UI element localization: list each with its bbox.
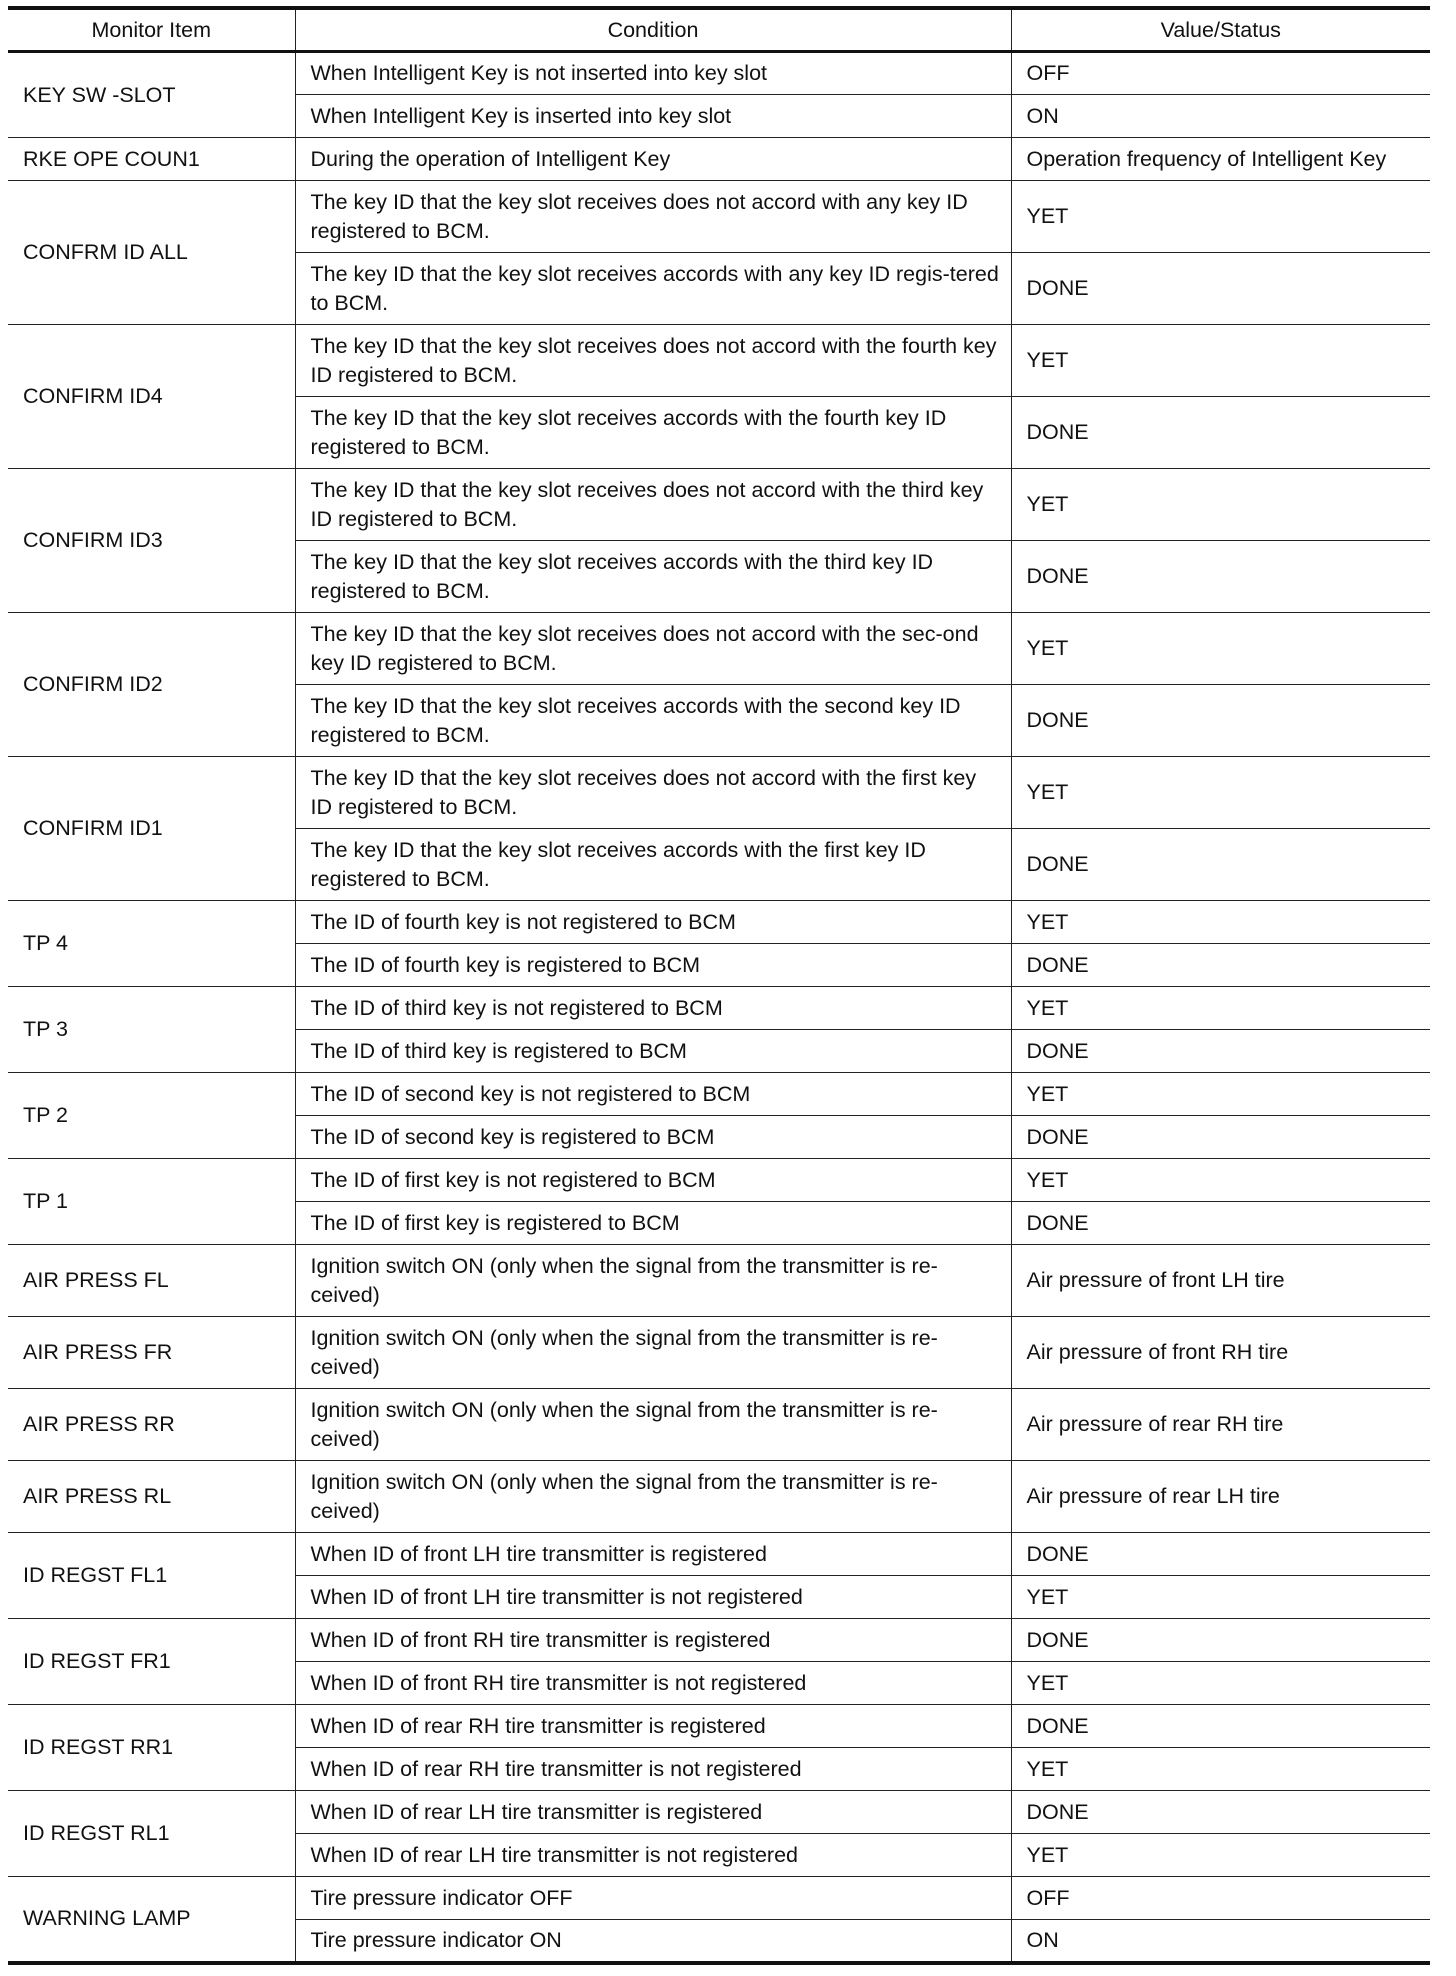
condition-cell: Ignition switch ON (only when the signal from the transmitter is re-ceived)	[295, 1461, 1011, 1533]
monitor-item-table	[8, 6, 1430, 1965]
table-row	[8, 181, 1430, 253]
value-status-cell: Operation frequency of Intelligent Key	[1011, 138, 1430, 181]
table-row	[8, 1461, 1430, 1533]
condition-cell: When ID of rear LH tire transmitter is registered	[295, 1791, 1011, 1834]
value-status-cell: YET	[1011, 325, 1430, 397]
table-row	[8, 1245, 1430, 1317]
value-status-cell: YET	[1011, 901, 1430, 944]
value-status-cell: DONE	[1011, 1116, 1430, 1159]
monitor-item-cell: AIR PRESS RL	[8, 1461, 295, 1533]
condition-cell: When ID of rear LH tire transmitter is not registered	[295, 1834, 1011, 1877]
value-status-cell: DONE	[1011, 1705, 1430, 1748]
value-status-cell: YET	[1011, 1748, 1430, 1791]
condition-cell: The key ID that the key slot receives accords with the second key ID registered to BCM.	[295, 685, 1011, 757]
monitor-item-cell: RKE OPE COUN1	[8, 138, 295, 181]
value-status-cell: DONE	[1011, 685, 1430, 757]
condition-cell: When ID of front LH tire transmitter is registered	[295, 1533, 1011, 1576]
table-row	[8, 1619, 1430, 1662]
condition-cell: When ID of rear RH tire transmitter is not registered	[295, 1748, 1011, 1791]
condition-cell: Tire pressure indicator OFF	[295, 1877, 1011, 1920]
condition-cell: When ID of front RH tire transmitter is registered	[295, 1619, 1011, 1662]
table-row	[8, 1073, 1430, 1116]
condition-cell: The ID of second key is registered to BCM	[295, 1116, 1011, 1159]
condition-cell: The ID of fourth key is not registered to BCM	[295, 901, 1011, 944]
monitor-item-cell: ID REGST FR1	[8, 1619, 295, 1705]
condition-cell: The key ID that the key slot receives accords with the fourth key ID registered to BCM.	[295, 397, 1011, 469]
value-status-cell: OFF	[1011, 52, 1430, 95]
condition-cell: The ID of second key is not registered to BCM	[295, 1073, 1011, 1116]
value-status-cell: Air pressure of rear RH tire	[1011, 1389, 1430, 1461]
table-row	[8, 325, 1430, 397]
value-status-cell: YET	[1011, 469, 1430, 541]
condition-cell: Ignition switch ON (only when the signal from the transmitter is re-ceived)	[295, 1389, 1011, 1461]
value-status-cell: YET	[1011, 613, 1430, 685]
monitor-item-cell: TP 3	[8, 987, 295, 1073]
table-row	[8, 1533, 1430, 1576]
table-row	[8, 901, 1430, 944]
monitor-item-cell: AIR PRESS FR	[8, 1317, 295, 1389]
value-status-cell: YET	[1011, 1834, 1430, 1877]
value-status-cell: YET	[1011, 1073, 1430, 1116]
monitor-item-cell: CONFRM ID ALL	[8, 181, 295, 325]
table-body	[8, 52, 1430, 1963]
monitor-item-cell: CONFIRM ID2	[8, 613, 295, 757]
monitor-item-cell: TP 1	[8, 1159, 295, 1245]
value-status-cell: DONE	[1011, 1619, 1430, 1662]
table-row	[8, 469, 1430, 541]
value-status-cell: DONE	[1011, 541, 1430, 613]
table-row	[8, 52, 1430, 95]
condition-cell: Tire pressure indicator ON	[295, 1920, 1011, 1963]
value-status-cell: ON	[1011, 95, 1430, 138]
monitor-item-cell: TP 4	[8, 901, 295, 987]
value-status-cell: OFF	[1011, 1877, 1430, 1920]
condition-cell: When ID of front RH tire transmitter is not registered	[295, 1662, 1011, 1705]
condition-cell: The key ID that the key slot receives does not accord with the fourth key ID registered to BCM.	[295, 325, 1011, 397]
value-status-cell: YET	[1011, 1662, 1430, 1705]
value-status-cell: YET	[1011, 1159, 1430, 1202]
monitor-item-cell: CONFIRM ID1	[8, 757, 295, 901]
value-status-cell: YET	[1011, 181, 1430, 253]
condition-cell: The key ID that the key slot receives does not accord with the first key ID registered to BCM.	[295, 757, 1011, 829]
condition-cell: Ignition switch ON (only when the signal from the transmitter is re-ceived)	[295, 1245, 1011, 1317]
table-row	[8, 987, 1430, 1030]
value-status-cell: DONE	[1011, 253, 1430, 325]
table-row	[8, 1159, 1430, 1202]
value-status-cell: DONE	[1011, 1791, 1430, 1834]
value-status-cell: YET	[1011, 987, 1430, 1030]
monitor-item-cell: AIR PRESS FL	[8, 1245, 295, 1317]
table-header	[8, 8, 1430, 52]
condition-cell: The ID of first key is not registered to BCM	[295, 1159, 1011, 1202]
table-row	[8, 613, 1430, 685]
table-row	[8, 1791, 1430, 1834]
value-status-cell: Air pressure of front LH tire	[1011, 1245, 1430, 1317]
condition-cell: During the operation of Intelligent Key	[295, 138, 1011, 181]
header-row	[8, 8, 1430, 52]
monitor-item-cell: ID REGST RL1	[8, 1791, 295, 1877]
value-status-cell: DONE	[1011, 1030, 1430, 1073]
condition-cell: When Intelligent Key is not inserted into key slot	[295, 52, 1011, 95]
table-row	[8, 1877, 1430, 1920]
condition-cell: When ID of front LH tire transmitter is not registered	[295, 1576, 1011, 1619]
header-value-status: Value/Status	[1011, 8, 1430, 52]
monitor-item-cell: CONFIRM ID3	[8, 469, 295, 613]
table-row	[8, 757, 1430, 829]
condition-cell: The key ID that the key slot receives does not accord with the sec-ond key ID registered to BCM.	[295, 613, 1011, 685]
condition-cell: The key ID that the key slot receives accords with the third key ID registered to BCM.	[295, 541, 1011, 613]
condition-cell: The key ID that the key slot receives does not accord with the third key ID registered to BCM.	[295, 469, 1011, 541]
monitor-item-cell: TP 2	[8, 1073, 295, 1159]
value-status-cell: YET	[1011, 757, 1430, 829]
value-status-cell: YET	[1011, 1576, 1430, 1619]
table-row	[8, 1705, 1430, 1748]
condition-cell: The ID of fourth key is registered to BCM	[295, 944, 1011, 987]
monitor-item-cell: WARNING LAMP	[8, 1877, 295, 1963]
monitor-item-cell: AIR PRESS RR	[8, 1389, 295, 1461]
condition-cell: The key ID that the key slot receives accords with any key ID regis-tered to BCM.	[295, 253, 1011, 325]
value-status-cell: Air pressure of front RH tire	[1011, 1317, 1430, 1389]
condition-cell: The ID of third key is registered to BCM	[295, 1030, 1011, 1073]
condition-cell: The key ID that the key slot receives accords with the first key ID registered to BCM.	[295, 829, 1011, 901]
condition-cell: Ignition switch ON (only when the signal from the transmitter is re-ceived)	[295, 1317, 1011, 1389]
condition-cell: When ID of rear RH tire transmitter is registered	[295, 1705, 1011, 1748]
monitor-item-cell: KEY SW -SLOT	[8, 52, 295, 138]
monitor-item-cell: ID REGST RR1	[8, 1705, 295, 1791]
header-condition: Condition	[295, 8, 1011, 52]
condition-cell: The key ID that the key slot receives does not accord with any key ID registered to BCM.	[295, 181, 1011, 253]
header-monitor-item: Monitor Item	[8, 8, 295, 52]
condition-cell: The ID of first key is registered to BCM	[295, 1202, 1011, 1245]
monitor-item-cell: ID REGST FL1	[8, 1533, 295, 1619]
monitor-item-cell: CONFIRM ID4	[8, 325, 295, 469]
table-row	[8, 138, 1430, 181]
value-status-cell: DONE	[1011, 829, 1430, 901]
table-row	[8, 1389, 1430, 1461]
value-status-cell: DONE	[1011, 1533, 1430, 1576]
value-status-cell: Air pressure of rear LH tire	[1011, 1461, 1430, 1533]
condition-cell: The ID of third key is not registered to BCM	[295, 987, 1011, 1030]
value-status-cell: DONE	[1011, 397, 1430, 469]
value-status-cell: ON	[1011, 1920, 1430, 1963]
value-status-cell: DONE	[1011, 944, 1430, 987]
value-status-cell: DONE	[1011, 1202, 1430, 1245]
condition-cell: When Intelligent Key is inserted into key slot	[295, 95, 1011, 138]
table-row	[8, 1317, 1430, 1389]
